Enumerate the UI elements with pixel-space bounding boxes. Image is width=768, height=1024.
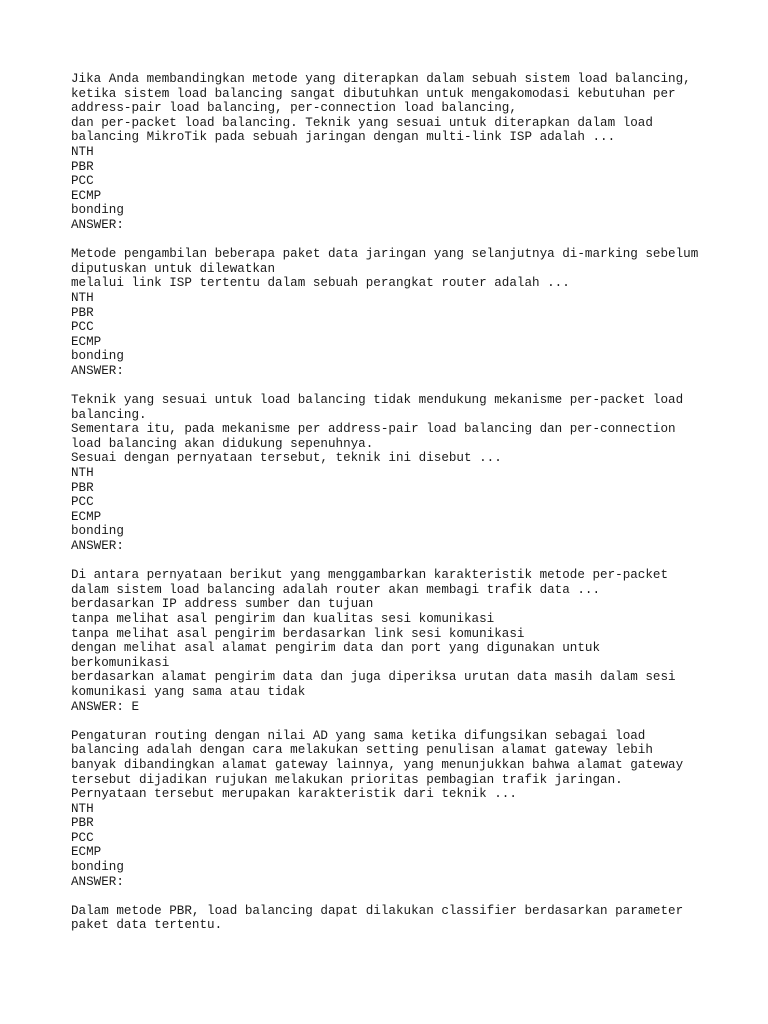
text-line: bonding xyxy=(71,860,124,875)
text-line: dan per-packet load balancing. Teknik yang sesuai untuk diterapkan dalam load xyxy=(71,115,653,130)
text-line: ANSWER: E xyxy=(71,699,140,714)
text-line: ANSWER: xyxy=(71,539,124,553)
question-block xyxy=(71,904,731,933)
text-line: NTH xyxy=(71,801,94,816)
text-line: bonding xyxy=(71,203,124,218)
text-line: load balancing akan didukung sepenuhnya. xyxy=(71,436,374,451)
text-line: NTH xyxy=(71,144,94,159)
text-line: diputuskan untuk dilewatkan xyxy=(71,261,276,276)
text-line: PCC xyxy=(71,174,94,189)
text-line: Pernyataan tersebut merupakan karakteristik dari teknik ... xyxy=(71,787,517,802)
text-line: balancing. xyxy=(71,407,147,422)
question-block xyxy=(71,247,731,378)
text-line: Sesuai dengan pernyataan tersebut, teknik ini disebut ... xyxy=(71,451,502,466)
text-line: NTH xyxy=(71,290,94,305)
text-line: dengan melihat asal alamat pengirim data dan port yang digunakan untuk xyxy=(71,641,601,656)
text-line: ECMP xyxy=(71,509,102,524)
text-line: Jika Anda membandingkan metode yang diterapkan dalam sebuah sistem load balancing, xyxy=(71,72,691,86)
text-line: PBR xyxy=(71,305,94,320)
text-line: dalam sistem load balancing adalah router akan membagi trafik data ... xyxy=(71,582,601,597)
text-line: berdasarkan IP address sumber dan tujuan xyxy=(71,597,374,612)
text-line: ECMP xyxy=(71,334,102,349)
text-line: balancing adalah dengan cara melakukan setting penulisan alamat gateway lebih xyxy=(71,743,653,758)
text-line: paket data tertentu. xyxy=(71,918,223,933)
text-line: PBR xyxy=(71,480,94,495)
question-block xyxy=(71,568,731,714)
text-line: ECMP xyxy=(71,845,102,860)
text-line: Pengaturan routing dengan nilai AD yang sama ketika difungsikan sebagai load xyxy=(71,728,646,743)
text-line: Metode pengambilan beberapa paket data jaringan yang selanjutnya di-marking sebelum xyxy=(71,247,699,262)
text-line: Dalam metode PBR, load balancing dapat dilakukan classifier berdasarkan parameter xyxy=(71,903,684,918)
text-line: ECMP xyxy=(71,188,102,203)
text-line: PCC xyxy=(71,830,94,845)
text-line: PBR xyxy=(71,159,94,174)
text-line: ANSWER: xyxy=(71,874,124,889)
text-line: Teknik yang sesuai untuk load balancing tidak mendukung mekanisme per-packet load xyxy=(71,393,684,408)
text-line: berkomunikasi xyxy=(71,655,170,670)
text-line: PCC xyxy=(71,495,94,510)
text-line: address-pair load balancing, per-connection load balancing, xyxy=(71,101,517,116)
text-line: bonding xyxy=(71,524,124,539)
text-line: tanpa melihat asal pengirim dan kualitas sesi komunikasi xyxy=(71,611,495,626)
text-line: NTH xyxy=(71,466,94,481)
question-block xyxy=(71,393,731,554)
text-line: tersebut dijadikan rujukan melakukan prioritas pembagian trafik jaringan. xyxy=(71,772,623,787)
text-line: Di antara pernyataan berikut yang menggambarkan karakteristik metode per-packet xyxy=(71,568,669,583)
question-block xyxy=(71,729,731,890)
text-line: banyak dibandingkan alamat gateway lainnya, yang menunjukkan bahwa alamat gateway xyxy=(71,757,684,772)
text-line: melalui link ISP tertentu dalam sebuah perangkat router adalah ... xyxy=(71,276,570,291)
text-line: berdasarkan alamat pengirim data dan juga diperiksa urutan data masih dalam sesi xyxy=(71,670,676,685)
text-line: komunikasi yang sama atau tidak xyxy=(71,684,306,699)
document-page xyxy=(71,72,731,948)
text-line: ANSWER: xyxy=(71,363,124,378)
text-line: Sementara itu, pada mekanisme per address-pair load balancing dan per-connection xyxy=(71,422,676,437)
text-line: PCC xyxy=(71,320,94,335)
text-line: PBR xyxy=(71,816,94,831)
text-line: bonding xyxy=(71,349,124,364)
text-line: ANSWER: xyxy=(71,217,124,232)
question-block xyxy=(71,72,731,233)
text-line: tanpa melihat asal pengirim berdasarkan link sesi komunikasi xyxy=(71,626,525,641)
text-line: balancing MikroTik pada sebuah jaringan dengan multi-link ISP adalah ... xyxy=(71,130,616,145)
text-line: ketika sistem load balancing sangat dibutuhkan untuk mengakomodasi kebutuhan per xyxy=(71,86,676,101)
